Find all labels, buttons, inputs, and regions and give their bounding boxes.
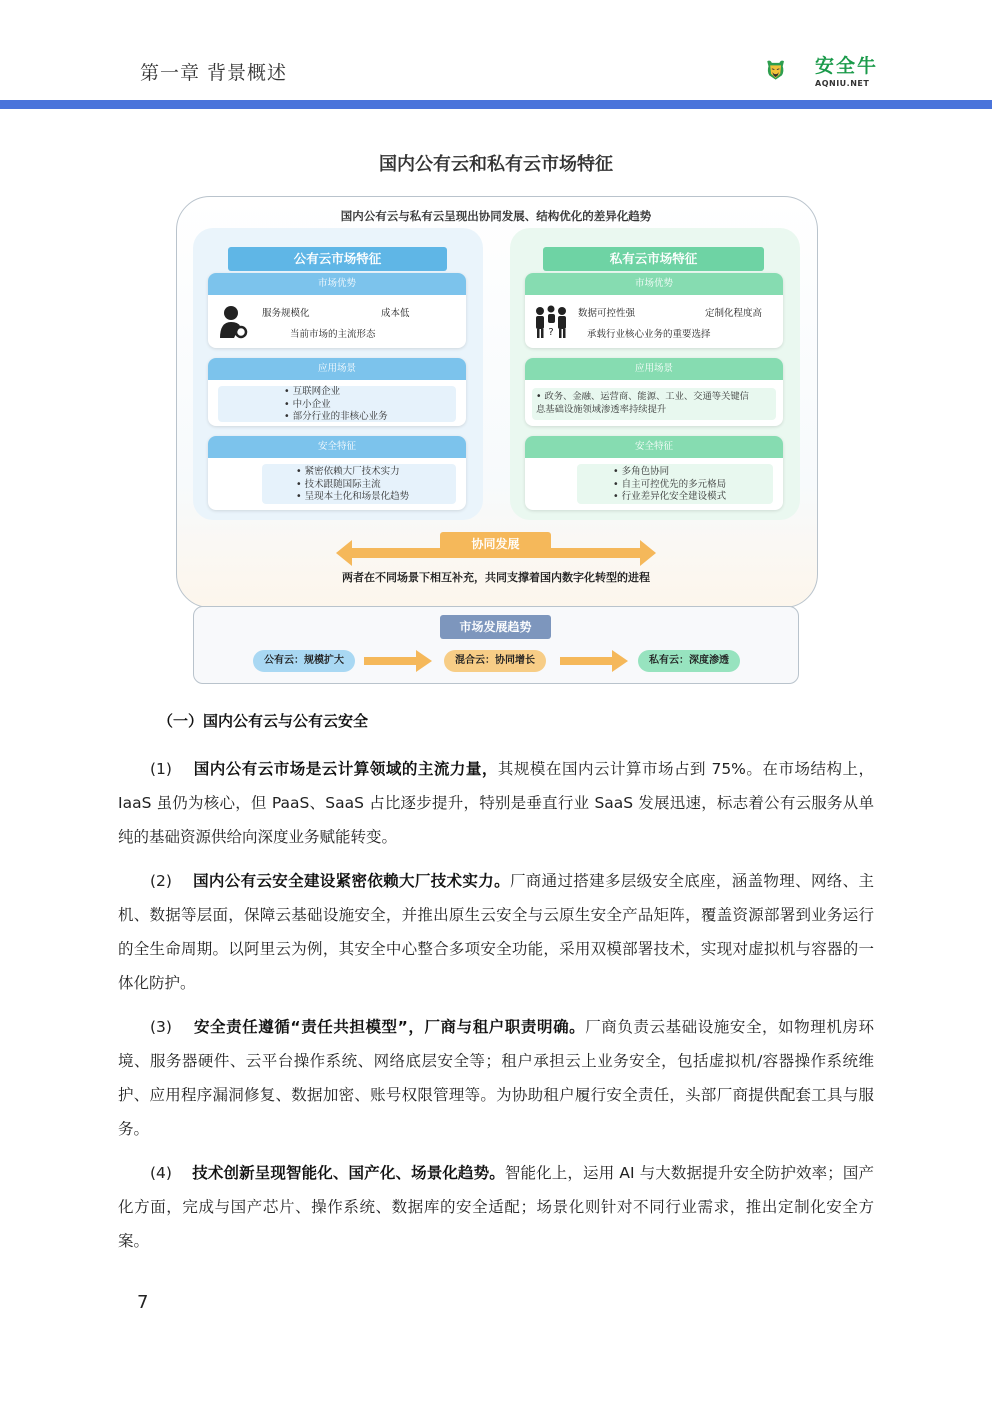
paragraph-1 xyxy=(118,752,874,854)
cooperation-desc: 两者在不同场景下相互补充，共同支撑着国内数字化转型的进程 xyxy=(342,571,650,584)
cooperation-label: 协同发展 xyxy=(440,532,551,556)
paragraph-bold: 国内公有云安全建设紧密依赖大厂技术实力。 xyxy=(193,872,510,890)
public-security-header: 安全特征 xyxy=(208,436,466,458)
paragraph-text: 厂商负责云基础设施安全，如物理机房环境、服务器硬件、云平台操作系统、网络底层安全等；租户承担云上业务安全，包括虚拟机/容器操作系统维护、应用程序漏洞修复、数据加密、账号权限管理等。为协助租户履行安全责任，头部厂商提供配套工具与服务。 xyxy=(118,1018,874,1138)
public-adv-3: 当前市场的主流形态 xyxy=(290,329,376,340)
list-item: • 呈现本土化和场景化趋势 xyxy=(296,491,410,502)
user-key-icon xyxy=(218,304,250,340)
public-advantage-header: 市场优势 xyxy=(208,273,466,295)
public-cloud-title: 公有云市场特征 xyxy=(228,247,447,271)
list-item: • 互联网企业 xyxy=(284,386,341,397)
list-item: • 自主可控优先的多元格局 xyxy=(613,478,727,490)
arrow-right-icon xyxy=(560,650,628,672)
trend-public: 公有云：规模扩大 xyxy=(253,650,355,672)
private-security-list xyxy=(577,464,773,504)
arrow-right-icon xyxy=(364,650,432,672)
page-number: 7 xyxy=(137,1292,149,1313)
paragraph-4 xyxy=(118,1156,874,1258)
private-cloud-title: 私有云市场特征 xyxy=(543,247,764,271)
private-security-header: 安全特征 xyxy=(525,436,783,458)
list-item: • 中小企业 xyxy=(284,398,331,410)
paragraph-num: (2) xyxy=(150,872,172,890)
header-bar xyxy=(0,100,992,109)
paragraph-num: (3) xyxy=(150,1018,172,1036)
list-item: 息基础设施领域渗透率持续提升 xyxy=(536,403,667,415)
private-adv-2: 定制化程度高 xyxy=(705,308,763,319)
bull-logo-icon xyxy=(766,44,812,96)
paragraph-bold: 安全责任遵循“责任共担模型”，厂商与租户职责明确。 xyxy=(193,1018,586,1036)
list-item: • 政务、金融、运营商、能源、工业、交通等关键信 xyxy=(536,391,749,402)
paragraph-num: (4) xyxy=(150,1164,172,1182)
paragraph-text: 厂商通过搭建多层级安全底座，涵盖物理、网络、主机、数据等层面，保障云基础设施安全，并推出原生云安全与云原生安全产品矩阵，覆盖资源部署到业务运行的全生命周期。以阿里云为例，其安全中心整合多项安全功能，采用双模部署技术，实现对虚拟机与容器的一体化防护。 xyxy=(118,872,874,992)
figure-subtitle: 国内公有云与私有云呈现出协同发展、结构优化的差异化趋势 xyxy=(340,209,652,223)
paragraph-3 xyxy=(118,1010,874,1146)
list-item: • 行业差异化安全建设模式 xyxy=(613,491,727,502)
people-group-icon xyxy=(533,305,569,339)
private-scene-header: 应用场景 xyxy=(525,358,783,380)
paragraph-bold: 国内公有云市场是云计算领域的主流力量， xyxy=(193,760,498,778)
paragraph-num: (1) xyxy=(150,760,172,778)
public-adv-1: 服务规模化 xyxy=(262,308,310,319)
private-advantage-header: 市场优势 xyxy=(525,273,783,295)
private-scene-list xyxy=(532,388,776,420)
paragraph-text: 其规模在国内云计算市场占到 75%。在市场结构上，IaaS 虽仍为核心，但 PaaS、SaaS 占比逐步提升，特别是垂直行业 SaaS 发展迅速，标志着公有云服务从单纯的基础资源供给向深度业务赋能转变。 xyxy=(118,760,874,846)
list-item: • 技术跟随国际主流 xyxy=(296,478,381,490)
public-adv-2: 成本低 xyxy=(381,308,410,319)
logo-subtext: AQNIU.NET xyxy=(815,79,870,88)
chapter-title: 第一章 背景概述 xyxy=(140,62,288,84)
figure-title: 国内公有云和私有云市场特征 xyxy=(379,154,613,175)
trend-private: 私有云：深度渗透 xyxy=(638,650,740,672)
public-security-list xyxy=(262,464,456,504)
paragraph-text: 智能化上，运用 AI 与大数据提升安全防护效率；国产化方面，完成与国产芯片、操作系统、数据库的安全适配；场景化则针对不同行业需求，推出定制化安全方案。 xyxy=(118,1164,874,1250)
paragraph-2 xyxy=(118,864,874,1000)
svg-text:?: ? xyxy=(548,327,554,338)
paragraph-bold: 技术创新呈现智能化、国产化、场景化趋势。 xyxy=(192,1164,505,1182)
list-item: • 部分行业的非核心业务 xyxy=(284,411,388,422)
list-item: • 多角色协同 xyxy=(613,466,670,477)
private-adv-3: 承载行业核心业务的重要选择 xyxy=(587,329,711,340)
public-scene-header: 应用场景 xyxy=(208,358,466,380)
private-adv-1: 数据可控性强 xyxy=(578,308,636,319)
list-item: • 紧密依赖大厂技术实力 xyxy=(296,466,400,477)
public-scene-list xyxy=(218,386,456,422)
trend-title: 市场发展趋势 xyxy=(440,615,551,639)
section-title: （一）国内公有云与公有云安全 xyxy=(158,712,369,730)
logo-text: 安全牛 xyxy=(815,55,879,77)
trend-hybrid: 混合云：协同增长 xyxy=(444,650,546,672)
